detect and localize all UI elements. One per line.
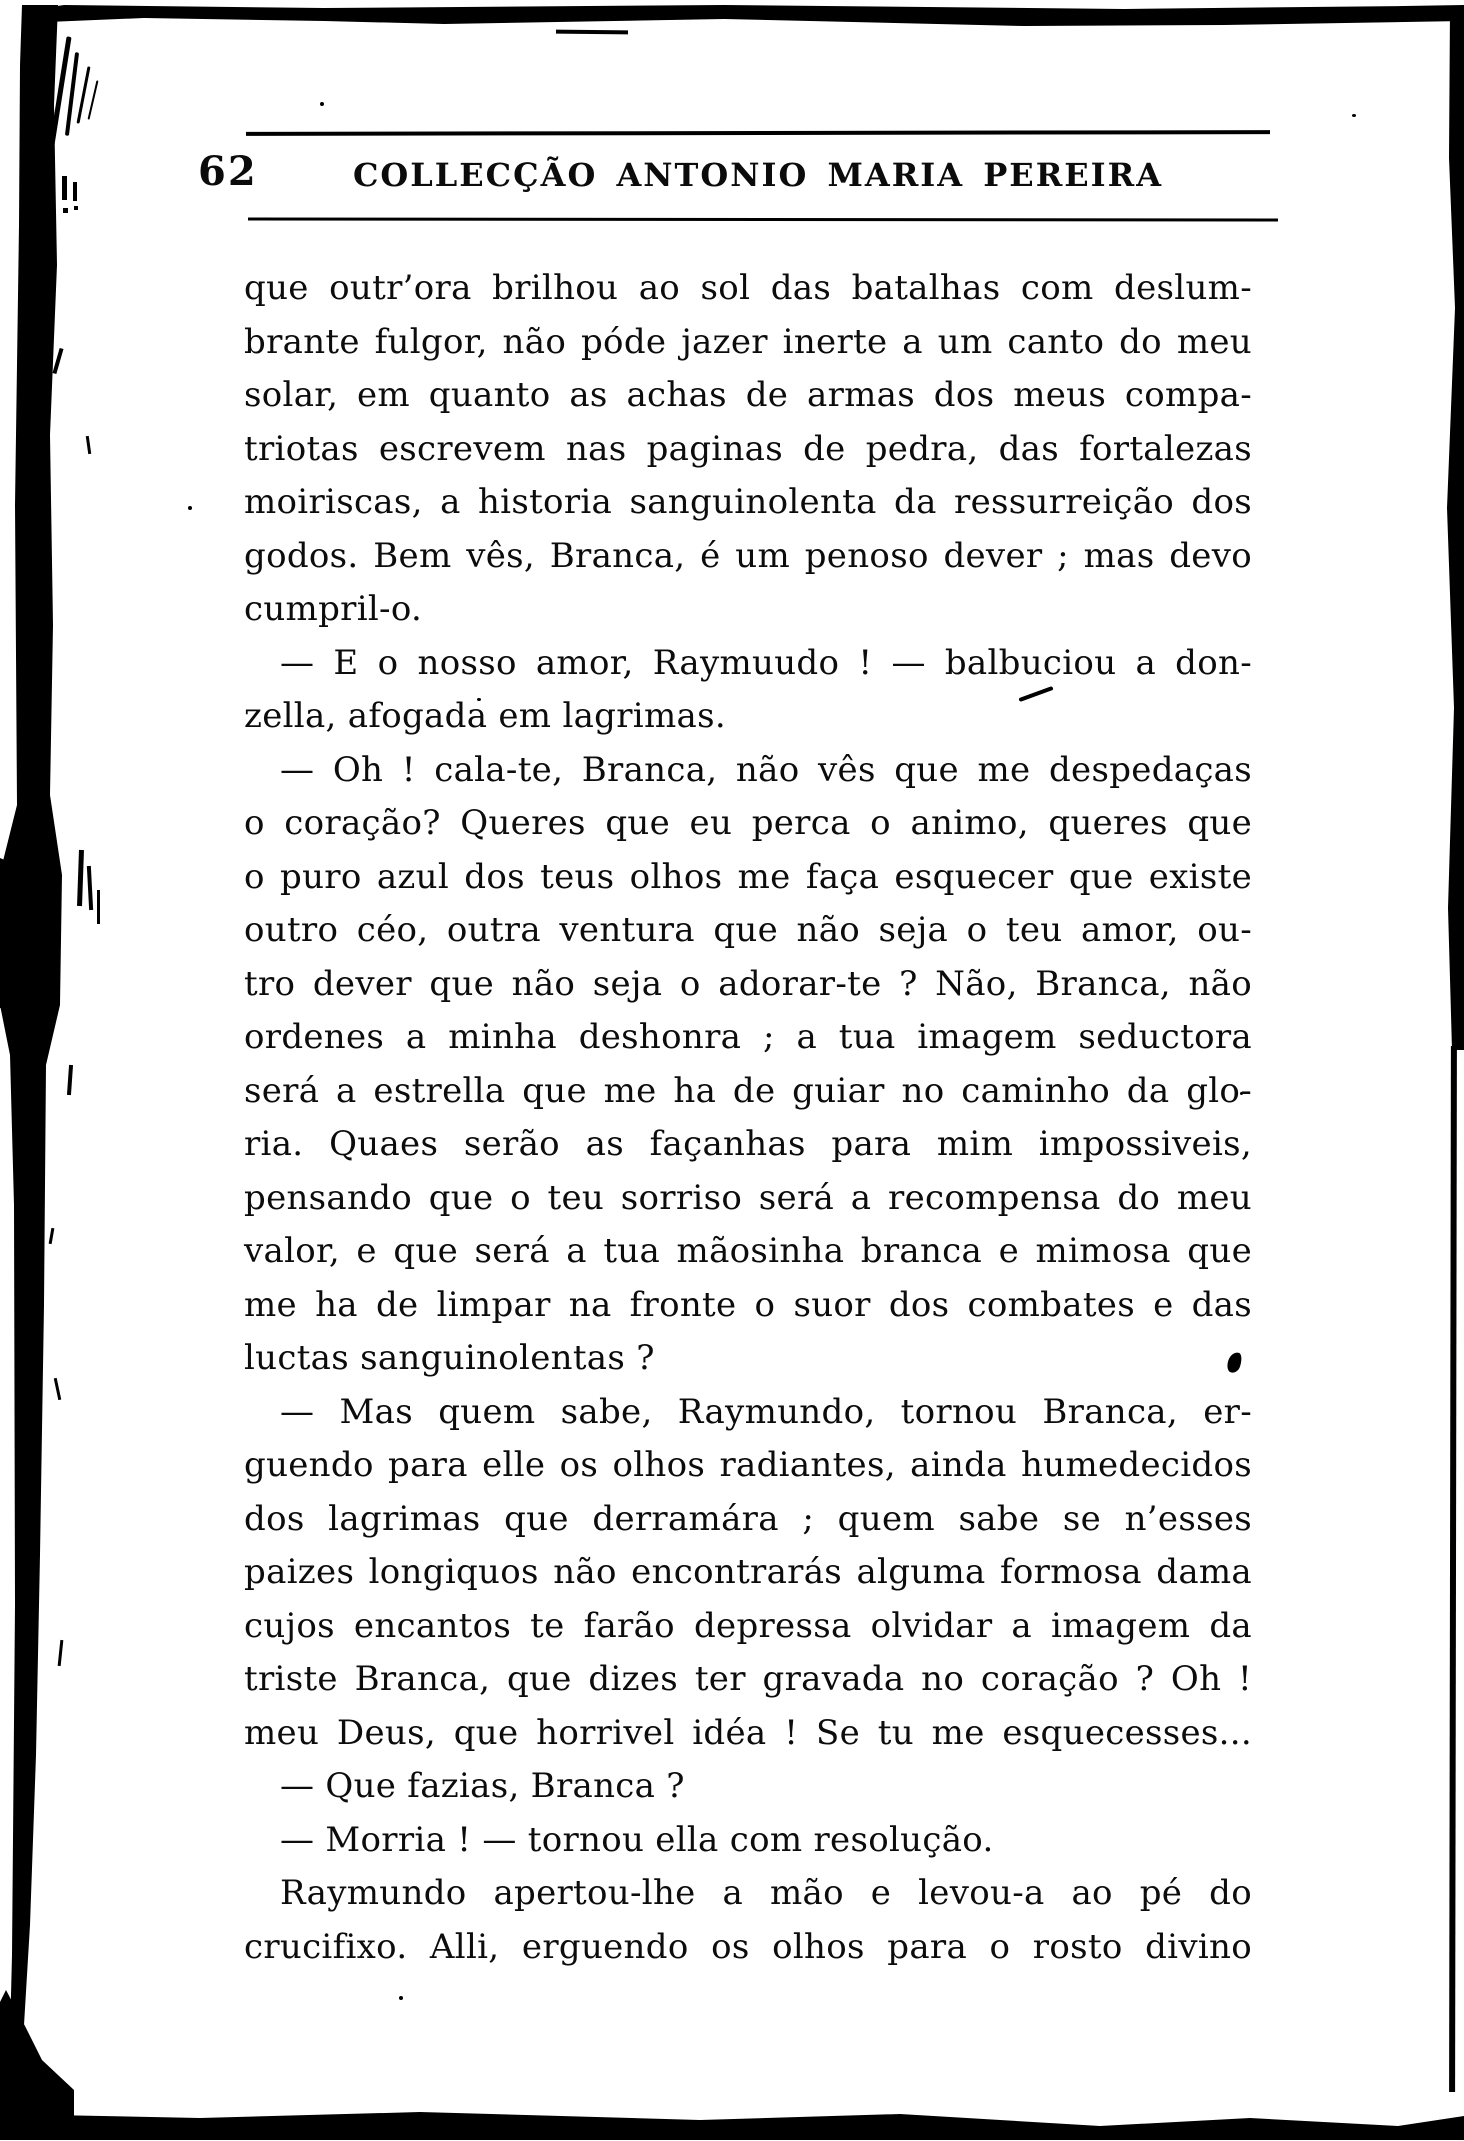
text-line: será a estrella que me ha de guiar no caminho da glo- <box>244 1070 1252 1111</box>
scan-border-right-thin <box>1449 1046 1457 2092</box>
text-line: guendo para elle os olhos radiantes, ainda humedecidos <box>244 1445 1252 1485</box>
text-line: crucifixo. Alli, erguendo os olhos para o rosto divino <box>244 1926 1252 1967</box>
text-line: me ha de limpar na fronte o suor dos combates e das <box>244 1284 1252 1325</box>
scan-speck <box>188 506 192 510</box>
text-line: ria. Quaes serão as façanhas para mim impossiveis, <box>244 1124 1252 1164</box>
text-line: cumpril-o. <box>244 589 423 629</box>
scan-speck <box>63 208 68 213</box>
text-line: o coração? Queres que eu perca o animo, queres que <box>244 803 1252 843</box>
scan-mark <box>49 1228 55 1244</box>
scan-brush-mark <box>87 866 93 910</box>
scan-mark <box>58 1640 64 1666</box>
scan-mark <box>67 1065 73 1095</box>
text-line: o puro azul dos teus olhos me faça esquecer que existe <box>244 856 1252 897</box>
scan-mark <box>52 348 63 374</box>
scan-feather-stroke <box>88 80 99 119</box>
text-line: — Oh ! cala-te, Branca, não vês que me despedaças <box>280 749 1252 790</box>
scan-speck <box>1352 114 1356 117</box>
scan-blob-bottom-left <box>0 1990 74 2118</box>
text-line: — Mas quem sabe, Raymundo, tornou Branca, er- <box>280 1391 1252 1432</box>
scan-speck <box>399 1996 403 2000</box>
running-title: COLLECÇÃO ANTONIO MARIA PEREIRA <box>352 156 1164 194</box>
header-rule-bottom <box>248 217 1278 221</box>
text-line: triste Branca, que dizes ter gravada no coração ? Oh ! <box>244 1659 1252 1699</box>
text-line: que outr’ora brilhou ao sol das batalhas com deslum- <box>244 268 1252 308</box>
text-line: outro céo, outra ventura que não seja o teu amor, ou- <box>244 910 1252 950</box>
text-line: pensando que o teu sorriso será a recompensa do meu <box>244 1177 1252 1218</box>
scan-border-bottom <box>0 2110 1464 2140</box>
text-line: ordenes a minha deshonra ; a tua imagem seductora <box>244 1017 1252 1057</box>
text-line: godos. Bem vês, Branca, é um penoso dever ; mas devo <box>244 535 1252 576</box>
text-line: dos lagrimas que derramára ; quem sabe se n’esses <box>244 1498 1252 1539</box>
text-line: — Morria ! — tornou ella com resolução. <box>280 1819 994 1860</box>
header-rule-top <box>246 130 1270 136</box>
text-line: meu Deus, que horrivel idéa ! Se tu me esquecesses... <box>244 1712 1252 1753</box>
text-line: triotas escrevem nas paginas de pedra, das fortalezas <box>244 428 1252 469</box>
text-line: zella, afogada em lagrimas. <box>244 696 726 736</box>
text-line: valor, e que será a tua mãosinha branca e mimosa que <box>244 1231 1252 1271</box>
scan-speck <box>74 206 78 210</box>
text-line: tro dever que não seja o adorar-te ? Não, Branca, não <box>244 963 1252 1004</box>
scan-speck <box>320 102 324 106</box>
text-line: — E o nosso amor, Raymuudo ! — balbuciou a don- <box>280 642 1252 683</box>
text-line: Raymundo apertou-lhe a mão e levou-a ao pé do <box>280 1873 1252 1913</box>
text-line: moiriscas, a historia sanguinolenta da ressurreição dos <box>244 482 1252 522</box>
body-text <box>244 262 1252 1974</box>
text-line: brante fulgor, não póde jazer inerte a um canto do meu <box>244 321 1252 362</box>
page-number: 62 <box>198 148 258 195</box>
text-line: — Que fazias, Branca ? <box>280 1766 685 1806</box>
scan-mark <box>73 182 77 201</box>
scan-brush-mark <box>77 850 84 906</box>
text-line: cujos encantos te farão depressa olvidar a imagem da <box>244 1605 1252 1646</box>
scan-border-right <box>1446 8 1464 1050</box>
scan-mark <box>86 436 91 454</box>
scan-mark <box>556 30 628 35</box>
scan-brush-mark <box>97 890 100 924</box>
scan-border-top <box>24 5 1464 26</box>
scan-mark <box>54 1378 62 1400</box>
text-line: paizes longiquos não encontrarás alguma formosa dama <box>244 1552 1252 1592</box>
scan-mark <box>62 176 67 200</box>
scan-border-left <box>0 5 62 2115</box>
text-line: luctas sanguinolentas ? <box>244 1338 655 1378</box>
text-line: solar, em quanto as achas de armas dos meus compa- <box>244 375 1252 415</box>
